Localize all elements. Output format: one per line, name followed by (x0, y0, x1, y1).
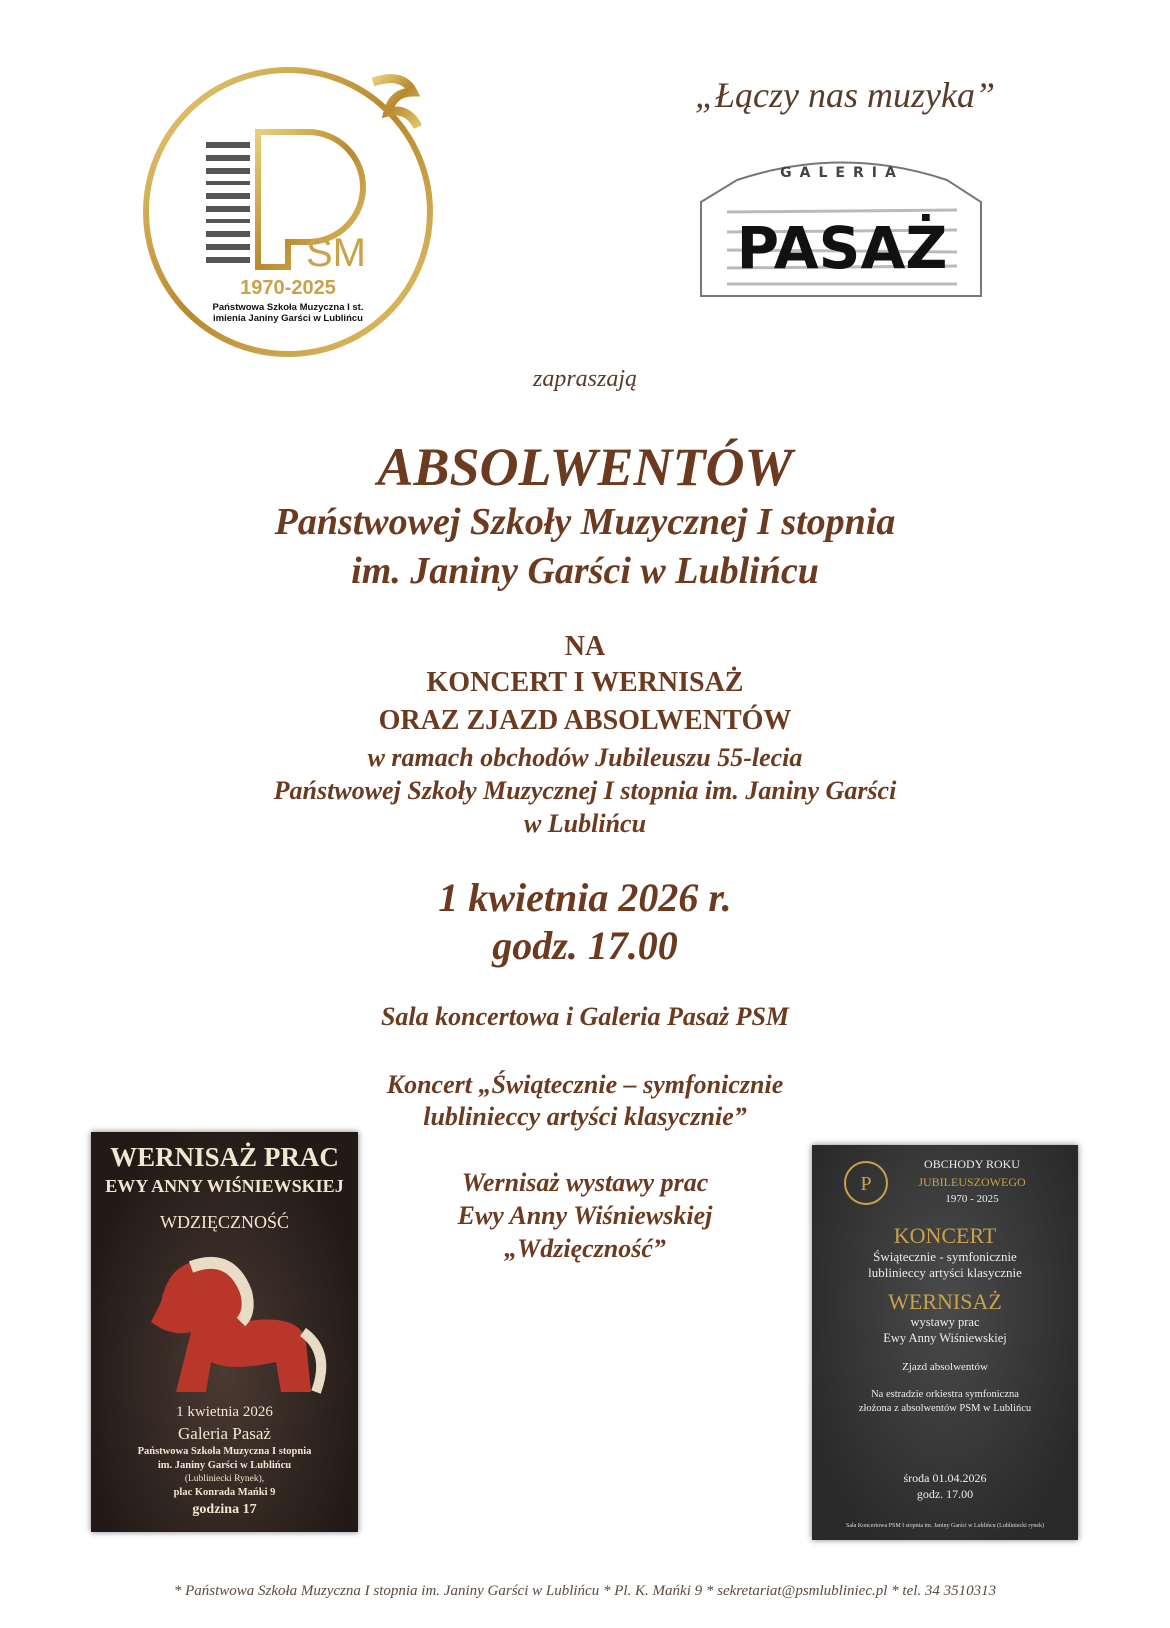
na-label: NA (564, 631, 606, 662)
school-line-1: Państwowej Szkoły Muzycznej I stopnia (274, 501, 896, 543)
invite-verb: zapraszają (532, 366, 638, 392)
concert-poster: P OBCHODY ROKU JUBILEUSZOWEGO 1970 - 2025 KONCERT Świątecznie - symfonicznie lubliniеccy artyści klasycznie WERNISAŻ wystawy prac Ewy Anny Wiśniewskiej Zjazd absolwentów Na estradzie orkiestra symfoniczna złożona z absolwentów PSM w Lublińcu środa 01.04.2026 godz. 17.00 Sala Koncertowa PSM I stopnia im. Janiny Garści w Lublińcu (Lubliniecki rynek) (812, 1145, 1078, 1540)
exhibition-line-3: „Wdzięczność” (504, 1234, 666, 1263)
motto: „Łączy nas muzyka” (694, 75, 995, 115)
context-line-3: w Lublińcu (523, 809, 647, 838)
svg-text:GALERIA: GALERIA (780, 165, 904, 181)
svg-text:Państwowa Szkoła Muzyczna I st: Państwowa Szkoła Muzyczna I st. (212, 302, 364, 313)
footer-contact: * Państwowa Szkoła Muzyczna I stopnia im. Janiny Garści w Lublińcu * Pl. K. Mańki 9 * sekretariat@psmlubliniec.pl * tel. 34 3510313 (173, 1583, 997, 1599)
context-line-2: Państwowej Szkoły Muzycznej I stopnia im. Janiny Garści (273, 776, 897, 805)
galeria-pasaz-logo (697, 150, 987, 298)
svg-text:1970-2025: 1970-2025 (240, 277, 336, 299)
concert-line-2: lubliniеccy artyści klasycznie” (423, 1102, 747, 1131)
event-line-1: KONCERT I WERNISAŻ (426, 667, 744, 698)
event-date: 1 kwietnia 2026 r. (438, 875, 732, 920)
school-line-2: im. Janiny Garści w Lublińcu (351, 550, 819, 592)
psm-logo (138, 62, 438, 362)
event-time: godz. 17.00 (492, 923, 678, 968)
exhibition-poster: WERNISAŻ PRAC EWY ANNY WIŚNIEWSKIEJ WDZIĘCZNOŚĆ 1 kwietnia 2026 Galeria Pasaż Państwowa Szkoła Muzyczna I stopnia im. Janiny Garści w Lublińcu (Lubliniecki Rynek), plac Konrada Mańki 9 godzina 17 (91, 1132, 358, 1532)
exhibition-line-2: Ewy Anny Wiśniewskiej (457, 1201, 713, 1230)
context-line-1: w ramach obchodów Jubileuszu 55-lecia (367, 743, 803, 772)
svg-text:P: P (860, 1173, 872, 1195)
invite-title: ABSOLWENTÓW (377, 437, 793, 497)
svg-text:PASAŻ: PASAŻ (736, 214, 948, 282)
concert-line-1: Koncert „Świątecznie – symfonicznie (386, 1070, 784, 1099)
svg-text:imienia Janiny Garści w Lubliń: imienia Janiny Garści w Lublińcu (213, 313, 363, 324)
event-line-2: ORAZ ZJAZD ABSOLWENTÓW (378, 705, 792, 736)
logo-letters: SM (306, 231, 366, 275)
exhibition-line-1: Wernisaż wystawy prac (461, 1168, 709, 1197)
red-horse-image (131, 1242, 331, 1402)
event-venue: Sala koncertowa i Galeria Pasaż PSM (380, 1002, 790, 1031)
